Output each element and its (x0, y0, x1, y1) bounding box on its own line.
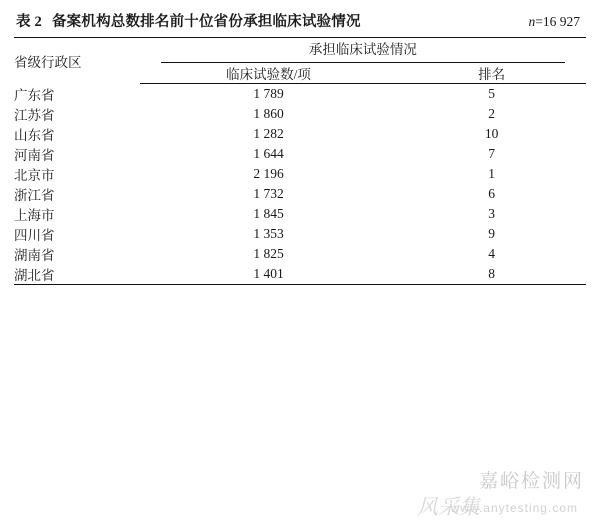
table-row (14, 104, 586, 124)
cell-region: 湖南省 (14, 247, 55, 263)
table-row (14, 164, 586, 184)
watermark-site-url: www.anytesting.com (450, 501, 578, 515)
cell-rank: 10 (484, 125, 499, 141)
sample-size-value: =16 927 (535, 14, 580, 29)
table-number: 表 2 (16, 14, 42, 30)
cell-trial-count: 1 825 (253, 245, 284, 261)
column-header-region: 省级行政区 (14, 38, 140, 84)
table-row (14, 224, 586, 244)
table-row (14, 144, 586, 164)
cell-trial-count: 1 401 (140, 264, 397, 285)
table-body (14, 84, 586, 285)
cell-trial-count: 2 196 (253, 165, 284, 181)
cell-trial-count: 1 353 (253, 225, 284, 241)
cell-trial-count: 1 860 (253, 105, 284, 121)
table-row (14, 264, 586, 285)
table-row (14, 244, 586, 264)
watermark-site-name: 嘉峪检测网 (478, 471, 584, 492)
cell-trial-count: 1 789 (253, 85, 284, 101)
cell-region: 山东省 (14, 127, 55, 143)
cell-region: 浙江省 (14, 187, 55, 203)
cell-region: 上海市 (14, 207, 55, 223)
data-table (14, 37, 586, 285)
column-header-rank: 排名 (397, 63, 586, 84)
column-header-group-label: 承担临床试验情况 (308, 42, 417, 57)
cell-rank: 5 (488, 85, 495, 101)
cell-region: 河南省 (14, 147, 55, 163)
table-row (14, 184, 586, 204)
watermark-script-mark: 风采集 (417, 495, 480, 519)
cell-trial-count: 1 644 (253, 145, 284, 161)
table-title: 备案机构总数排名前十位省份承担临床试验情况 (51, 14, 361, 30)
table-row (14, 204, 586, 224)
sample-size-symbol: n (528, 14, 536, 29)
header-row-group (14, 38, 586, 64)
table-caption (14, 8, 586, 37)
cell-rank: 6 (488, 185, 495, 201)
cell-trial-count: 1 845 (253, 205, 284, 221)
cell-region: 北京市 (14, 167, 55, 183)
caption-left (16, 10, 361, 31)
cell-rank: 3 (488, 205, 495, 221)
cell-region: 广东省 (14, 87, 55, 103)
column-header-trial-count: 临床试验数/项 (140, 63, 397, 84)
cell-rank: 4 (488, 245, 495, 261)
table-row (14, 84, 586, 104)
cell-trial-count: 1 732 (253, 185, 284, 201)
sample-size (529, 14, 585, 30)
table-head (14, 38, 586, 84)
cell-region: 湖北省 (14, 264, 140, 285)
cell-rank: 7 (488, 145, 495, 161)
cell-rank: 8 (397, 264, 586, 285)
table-row (14, 124, 586, 144)
cell-region: 四川省 (14, 227, 55, 243)
cell-rank: 2 (488, 105, 495, 121)
column-header-group (140, 38, 586, 64)
cell-rank: 1 (488, 165, 495, 181)
cell-region: 江苏省 (14, 107, 55, 123)
cell-rank: 9 (488, 225, 495, 241)
cell-trial-count: 1 282 (253, 125, 284, 141)
